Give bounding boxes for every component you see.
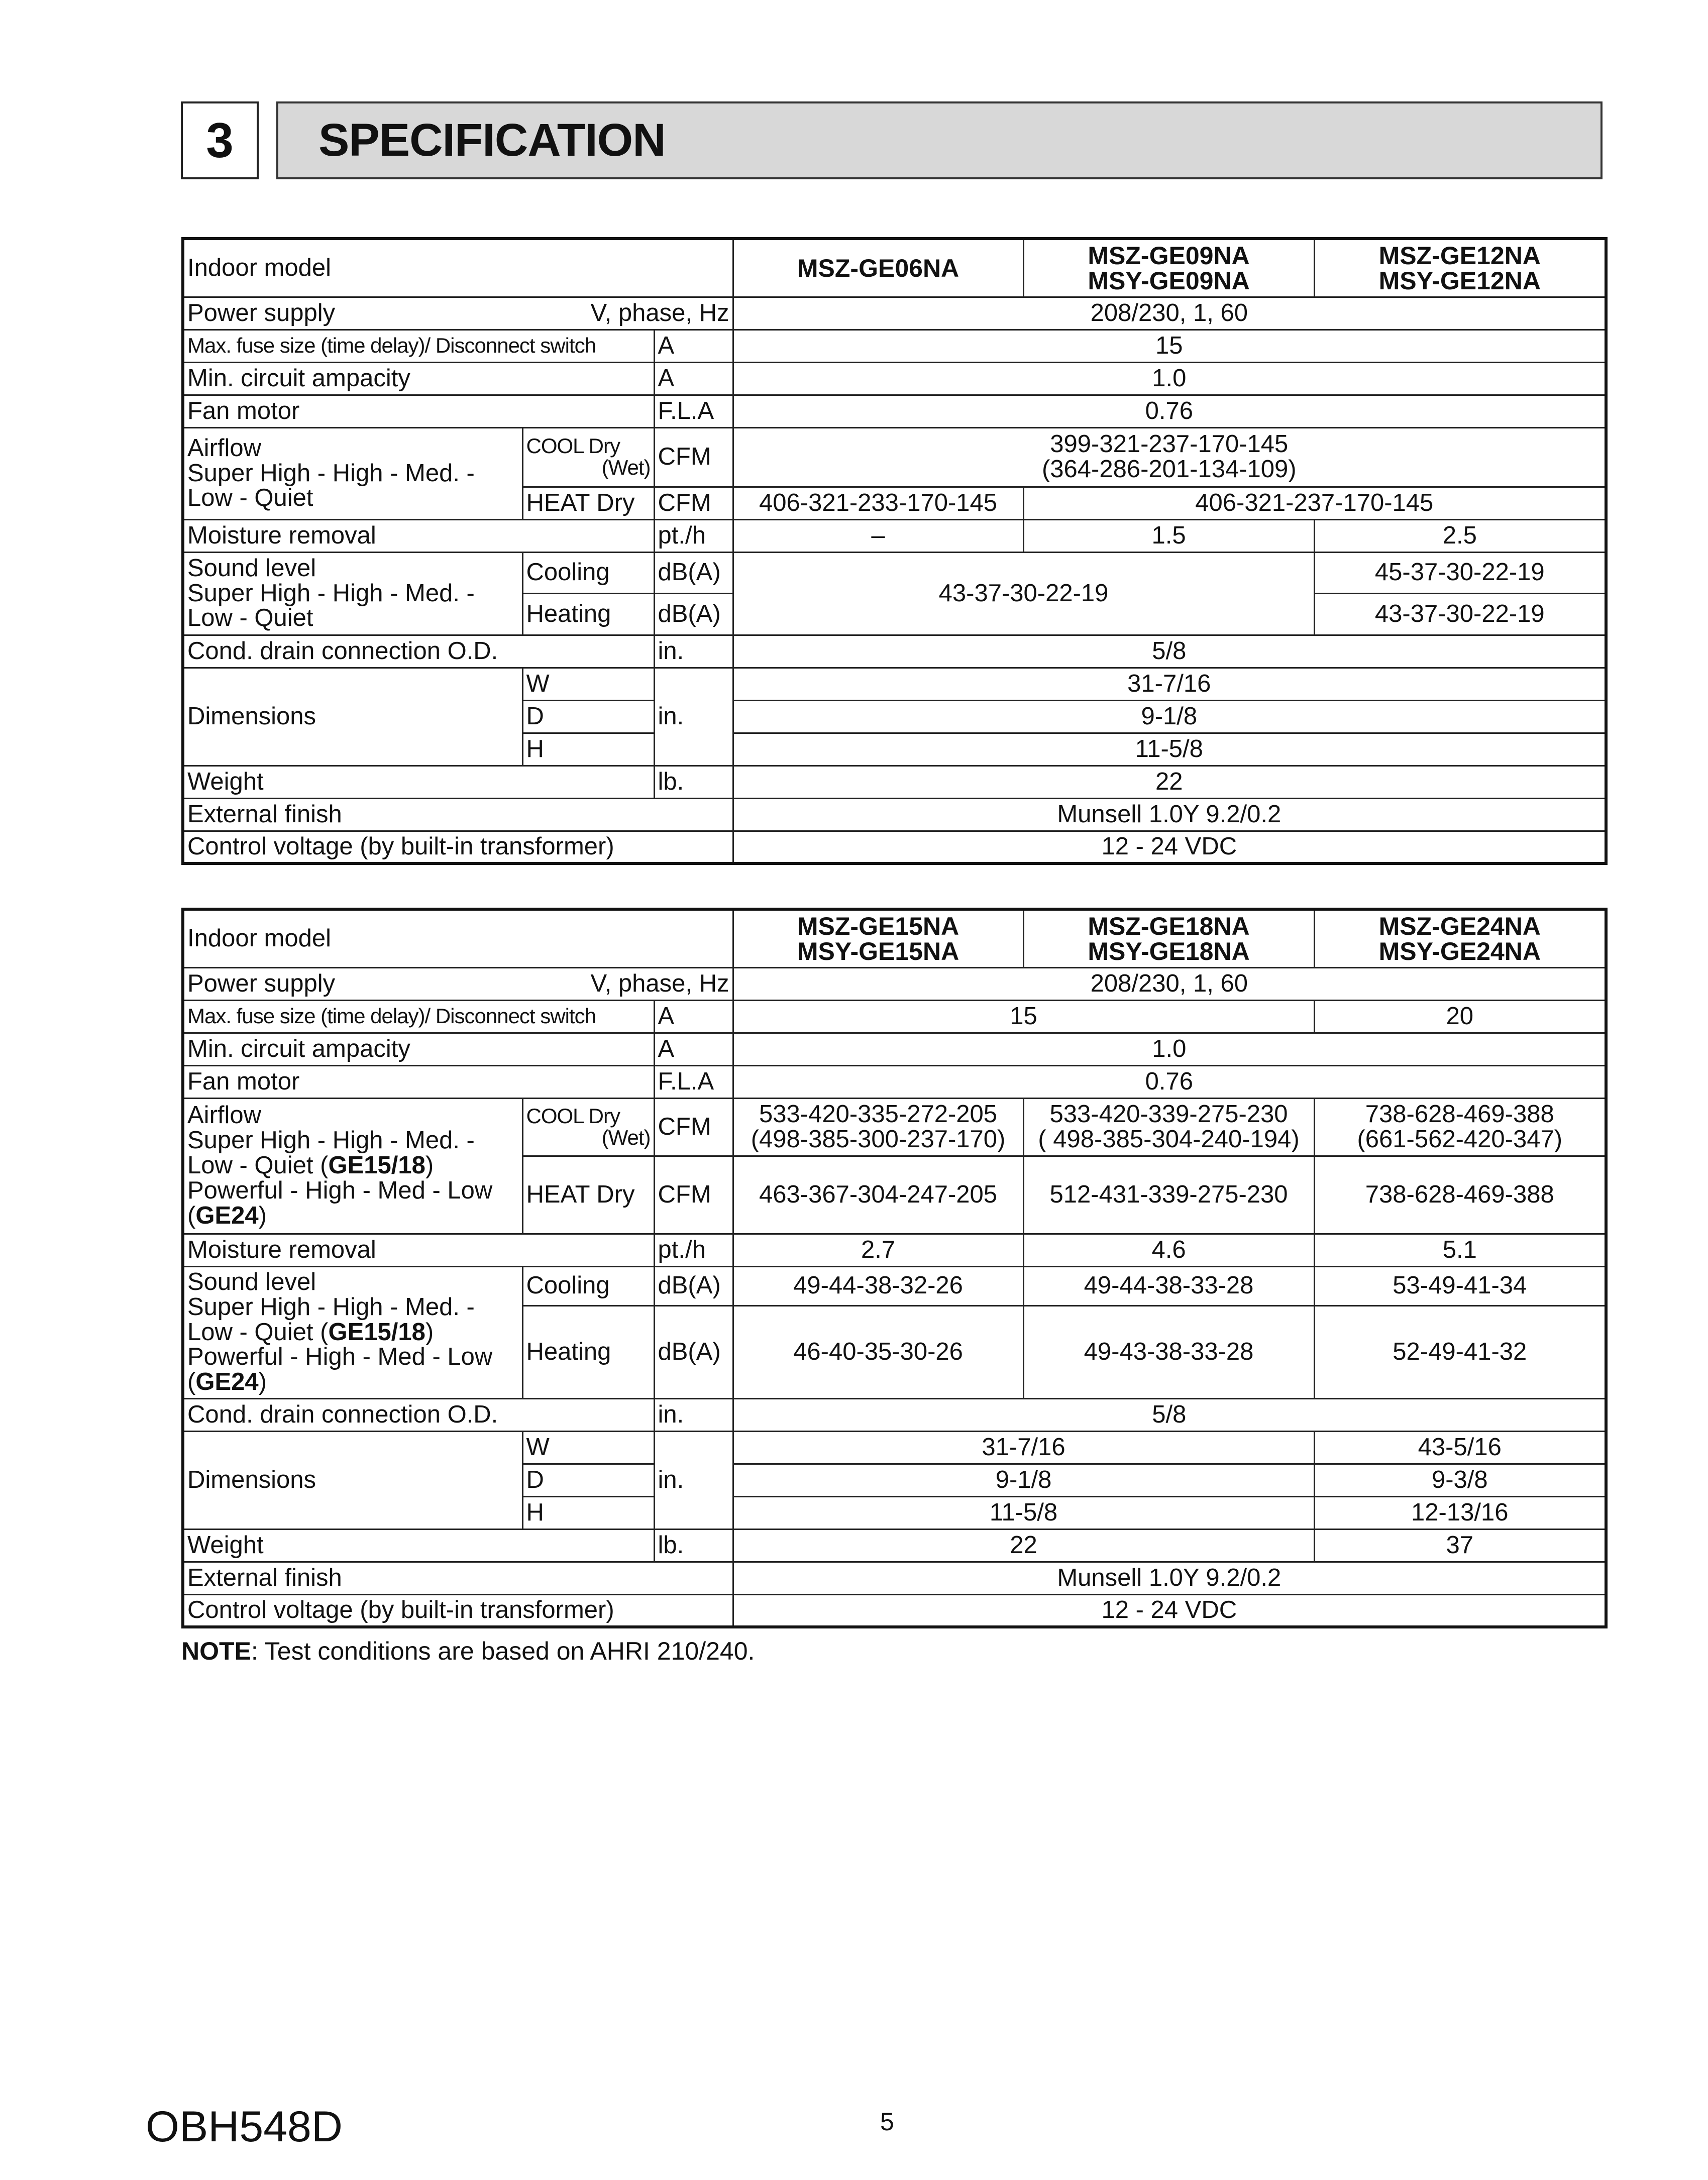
unit-weight: lb. [654, 1529, 733, 1562]
row-power-supply [183, 297, 1606, 330]
label-dim-w: W [522, 668, 654, 700]
label-external-finish: External finish [183, 1562, 733, 1594]
label-cool-dry-wet [522, 427, 654, 487]
row-min-circuit [183, 362, 1606, 395]
model-name: MSZ-GE09NA [1088, 241, 1250, 270]
spec-table-ge15-ge24 [181, 908, 1608, 1628]
row-airflow-cool [183, 427, 1606, 487]
row-dim-w [183, 668, 1606, 700]
unit-min-circuit: A [654, 1033, 733, 1065]
value-power-supply: 208/230, 1, 60 [733, 967, 1606, 1000]
unit-min-circuit: A [654, 362, 733, 395]
value-dim-w-ge15-18: 31-7/16 [733, 1431, 1314, 1464]
label-heating: Heating [522, 593, 654, 635]
label-dim-d: D [522, 700, 654, 733]
value-weight-ge15-18: 22 [733, 1529, 1314, 1562]
sound-models-ge15-18: GE15/18 [328, 1318, 425, 1346]
value-control-voltage: 12 - 24 VDC [733, 1594, 1606, 1627]
value-dim-h: 11-5/8 [733, 733, 1606, 766]
model-header [1023, 909, 1314, 967]
value-airflow-cool [733, 427, 1606, 487]
label-fan-motor: Fan motor [183, 1065, 654, 1098]
unit-dimensions: in. [654, 1431, 733, 1529]
unit-cond-drain: in. [654, 635, 733, 668]
row-moisture [183, 1234, 1606, 1266]
label-sound-level [183, 1266, 522, 1398]
value-airflow-heat-ge09-12: 406-321-237-170-145 [1023, 487, 1606, 519]
value-airflow-heat: 463-367-304-247-205 [733, 1156, 1023, 1234]
airflow-cool-dry: 533-420-339-275-230 [1049, 1100, 1288, 1128]
sound-speeds: Super High - High - Med. - [187, 1293, 475, 1321]
row-fan-motor [183, 395, 1606, 427]
label-power-supply: Power supply [183, 297, 522, 330]
value-moisture: 5.1 [1314, 1234, 1606, 1266]
label-cond-drain: Cond. drain connection O.D. [183, 635, 654, 668]
model-name: MSY-GE15NA [797, 937, 959, 965]
value-weight: 22 [733, 766, 1606, 798]
row-max-fuse [183, 330, 1606, 362]
label-cooling: Cooling [522, 1266, 654, 1305]
row-sound-cooling [183, 1266, 1606, 1305]
value-dim-d-ge24: 9-3/8 [1314, 1464, 1606, 1496]
unit-dba: dB(A) [654, 1305, 733, 1398]
note-label: NOTE [181, 1637, 251, 1665]
section-title-text: SPECIFICATION [318, 115, 666, 166]
unit-power-supply: V, phase, Hz [522, 967, 733, 1000]
wet-text: (Wet) [601, 1125, 651, 1149]
unit-cfm: CFM [654, 487, 733, 519]
unit-max-fuse: A [654, 330, 733, 362]
unit-dba: dB(A) [654, 593, 733, 635]
label-min-circuit: Min. circuit ampacity [183, 1033, 654, 1065]
row-indoor-model [183, 239, 1606, 297]
label-moisture: Moisture removal [183, 519, 654, 552]
value-power-supply: 208/230, 1, 60 [733, 297, 1606, 330]
paren: ) [258, 1368, 267, 1396]
value-min-circuit: 1.0 [733, 362, 1606, 395]
sound-title: Sound level [187, 554, 316, 582]
row-weight [183, 766, 1606, 798]
label-airflow [183, 1098, 522, 1234]
sound-speeds: Super High - High - Med. - [187, 579, 475, 607]
model-name: MSY-GE09NA [1088, 266, 1250, 295]
model-header [1314, 239, 1606, 297]
model-name: MSZ-GE12NA [1378, 241, 1541, 270]
airflow-cool-dry: 533-420-335-272-205 [759, 1100, 998, 1128]
value-airflow-cool [1314, 1098, 1606, 1156]
value-airflow-cool [1023, 1098, 1314, 1156]
row-cond-drain [183, 1398, 1606, 1431]
label-weight: Weight [183, 1529, 654, 1562]
note-text: : Test conditions are based on AHRI 210/240. [251, 1637, 755, 1665]
spec-table-ge06-ge12 [181, 237, 1608, 865]
row-external-finish [183, 798, 1606, 831]
sound-title: Sound level [187, 1268, 316, 1295]
label-control-voltage: Control voltage (by built-in transformer) [183, 831, 733, 863]
value-external-finish: Munsell 1.0Y 9.2/0.2 [733, 798, 1606, 831]
row-min-circuit [183, 1033, 1606, 1065]
sound-powerful: Powerful - High - Med - Low [187, 1343, 493, 1371]
value-moisture: 2.7 [733, 1234, 1023, 1266]
airflow-speeds-2: Low - Quiet ( [187, 1152, 329, 1179]
label-max-fuse: Max. fuse size (time delay)/ Disconnect switch [183, 1000, 654, 1033]
value-dim-d-ge15-18: 9-1/8 [733, 1464, 1314, 1496]
row-indoor-model [183, 909, 1606, 967]
value-dim-w-ge24: 43-5/16 [1314, 1431, 1606, 1464]
unit-cond-drain: in. [654, 1398, 733, 1431]
paren: ) [425, 1152, 434, 1179]
paren: ) [258, 1202, 267, 1229]
unit-cfm: CFM [654, 1156, 733, 1234]
airflow-cool-wet: (498-385-300-237-170) [751, 1125, 1006, 1153]
label-weight: Weight [183, 766, 654, 798]
value-cond-drain: 5/8 [733, 635, 1606, 668]
value-moisture: 1.5 [1023, 519, 1314, 552]
label-cool-dry-wet [522, 1098, 654, 1156]
unit-fan-motor: F.L.A [654, 395, 733, 427]
value-airflow-heat: 738-628-469-388 [1314, 1156, 1606, 1234]
airflow-models-ge15-18: GE15/18 [328, 1152, 425, 1179]
value-cond-drain: 5/8 [733, 1398, 1606, 1431]
unit-max-fuse: A [654, 1000, 733, 1033]
label-heat-dry: HEAT Dry [522, 1156, 654, 1234]
row-max-fuse [183, 1000, 1606, 1033]
unit-moisture: pt./h [654, 519, 733, 552]
airflow-cool-wet: ( 498-385-304-240-194) [1038, 1125, 1300, 1153]
row-control-voltage [183, 831, 1606, 863]
wet-text: (Wet) [601, 456, 651, 479]
value-max-fuse: 15 [733, 330, 1606, 362]
section-title [276, 101, 1603, 179]
label-max-fuse: Max. fuse size (time delay)/ Disconnect switch [183, 330, 654, 362]
unit-fan-motor: F.L.A [654, 1065, 733, 1098]
label-power-supply: Power supply [183, 967, 522, 1000]
model-header [733, 239, 1023, 297]
label-cooling: Cooling [522, 552, 654, 593]
value-max-fuse-ge24: 20 [1314, 1000, 1606, 1033]
sound-speeds-2: Low - Quiet [187, 604, 313, 632]
airflow-cool-dry: 738-628-469-388 [1365, 1100, 1554, 1128]
label-dimensions: Dimensions [183, 1431, 522, 1529]
value-sound-ge12-cooling: 45-37-30-22-19 [1314, 552, 1606, 593]
paren: ( [187, 1368, 196, 1396]
row-fan-motor [183, 1065, 1606, 1098]
label-dim-d: D [522, 1464, 654, 1496]
label-min-circuit: Min. circuit ampacity [183, 362, 654, 395]
label-dim-w: W [522, 1431, 654, 1464]
label-fan-motor: Fan motor [183, 395, 654, 427]
model-name: MSY-GE24NA [1378, 937, 1541, 965]
airflow-cool-wet: (364-286-201-134-109) [1041, 456, 1297, 483]
value-sound-ge06-09: 43-37-30-22-19 [733, 552, 1314, 635]
value-airflow-cool [733, 1098, 1023, 1156]
value-airflow-heat-ge06: 406-321-233-170-145 [733, 487, 1023, 519]
value-sound-cooling: 49-44-38-32-26 [733, 1266, 1023, 1305]
model-header [733, 909, 1023, 967]
cool-dry-text: COOL Dry [526, 1104, 620, 1128]
value-sound-heating: 49-43-38-33-28 [1023, 1305, 1314, 1398]
label-external-finish: External finish [183, 798, 733, 831]
unit-cfm: CFM [654, 1098, 733, 1156]
label-cond-drain: Cond. drain connection O.D. [183, 1398, 654, 1431]
label-indoor-model: Indoor model [183, 239, 733, 297]
label-control-voltage: Control voltage (by built-in transformer) [183, 1594, 733, 1627]
unit-power-supply: V, phase, Hz [522, 297, 733, 330]
value-control-voltage: 12 - 24 VDC [733, 831, 1606, 863]
label-sound-level [183, 552, 522, 635]
model-name: MSZ-GE18NA [1088, 912, 1250, 940]
airflow-cool-wet: (661-562-420-347) [1357, 1125, 1563, 1153]
value-sound-ge12-heating: 43-37-30-22-19 [1314, 593, 1606, 635]
value-external-finish: Munsell 1.0Y 9.2/0.2 [733, 1562, 1606, 1594]
value-dim-d: 9-1/8 [733, 700, 1606, 733]
label-heat-dry: HEAT Dry [522, 487, 654, 519]
row-cond-drain [183, 635, 1606, 668]
airflow-title: Airflow [187, 1102, 262, 1129]
row-sound-cooling [183, 552, 1606, 593]
value-dim-h-ge24: 12-13/16 [1314, 1496, 1606, 1529]
document-code: OBH548D [146, 2103, 343, 2151]
label-airflow [183, 427, 522, 519]
label-heating: Heating [522, 1305, 654, 1398]
model-name: MSY-GE18NA [1088, 937, 1250, 965]
label-indoor-model: Indoor model [183, 909, 733, 967]
sound-models-ge24: GE24 [195, 1368, 259, 1396]
row-weight [183, 1529, 1606, 1562]
model-header [1023, 239, 1314, 297]
airflow-speeds: Super High - High - Med. - [187, 1127, 475, 1154]
row-power-supply [183, 967, 1606, 1000]
value-airflow-heat: 512-431-339-275-230 [1023, 1156, 1314, 1234]
model-name: MSZ-GE15NA [797, 912, 959, 940]
page-number: 5 [880, 2108, 894, 2136]
row-dim-w [183, 1431, 1606, 1464]
cool-dry-text: COOL Dry [526, 434, 620, 458]
value-sound-cooling: 53-49-41-34 [1314, 1266, 1606, 1305]
value-moisture: 2.5 [1314, 519, 1606, 552]
unit-weight: lb. [654, 766, 733, 798]
airflow-speeds-2: Low - Quiet [187, 484, 313, 512]
value-min-circuit: 1.0 [733, 1033, 1606, 1065]
value-moisture: – [733, 519, 1023, 552]
value-fan-motor: 0.76 [733, 1065, 1606, 1098]
label-dim-h: H [522, 733, 654, 766]
model-name: MSZ-GE24NA [1378, 912, 1541, 940]
value-sound-heating: 52-49-41-32 [1314, 1305, 1606, 1398]
airflow-cool-dry: 399-321-237-170-145 [1050, 430, 1289, 458]
row-external-finish [183, 1562, 1606, 1594]
sound-speeds-2: Low - Quiet ( [187, 1318, 329, 1346]
row-control-voltage [183, 1594, 1606, 1627]
value-weight-ge24: 37 [1314, 1529, 1606, 1562]
airflow-powerful: Powerful - High - Med - Low [187, 1176, 493, 1204]
unit-dba: dB(A) [654, 1266, 733, 1305]
row-airflow-cool [183, 1098, 1606, 1156]
label-moisture: Moisture removal [183, 1234, 654, 1266]
label-dim-h: H [522, 1496, 654, 1529]
value-sound-cooling: 49-44-38-33-28 [1023, 1266, 1314, 1305]
model-name: MSZ-GE06NA [797, 254, 959, 282]
airflow-speeds: Super High - High - Med. - [187, 459, 475, 487]
unit-moisture: pt./h [654, 1234, 733, 1266]
label-dimensions: Dimensions [183, 668, 522, 766]
paren: ) [425, 1318, 434, 1346]
model-name: MSY-GE12NA [1378, 266, 1541, 295]
paren: ( [187, 1202, 196, 1229]
test-conditions-note [181, 1637, 755, 1666]
row-moisture [183, 519, 1606, 552]
section-number: 3 [181, 101, 259, 179]
airflow-title: Airflow [187, 434, 262, 462]
airflow-models-ge24: GE24 [195, 1202, 259, 1229]
value-moisture: 4.6 [1023, 1234, 1314, 1266]
value-max-fuse-ge15-18: 15 [733, 1000, 1314, 1033]
value-dim-w: 31-7/16 [733, 668, 1606, 700]
unit-cfm: CFM [654, 427, 733, 487]
model-header [1314, 909, 1606, 967]
value-sound-heating: 46-40-35-30-26 [733, 1305, 1023, 1398]
unit-dba: dB(A) [654, 552, 733, 593]
value-dim-h-ge15-18: 11-5/8 [733, 1496, 1314, 1529]
unit-dimensions: in. [654, 668, 733, 766]
value-fan-motor: 0.76 [733, 395, 1606, 427]
